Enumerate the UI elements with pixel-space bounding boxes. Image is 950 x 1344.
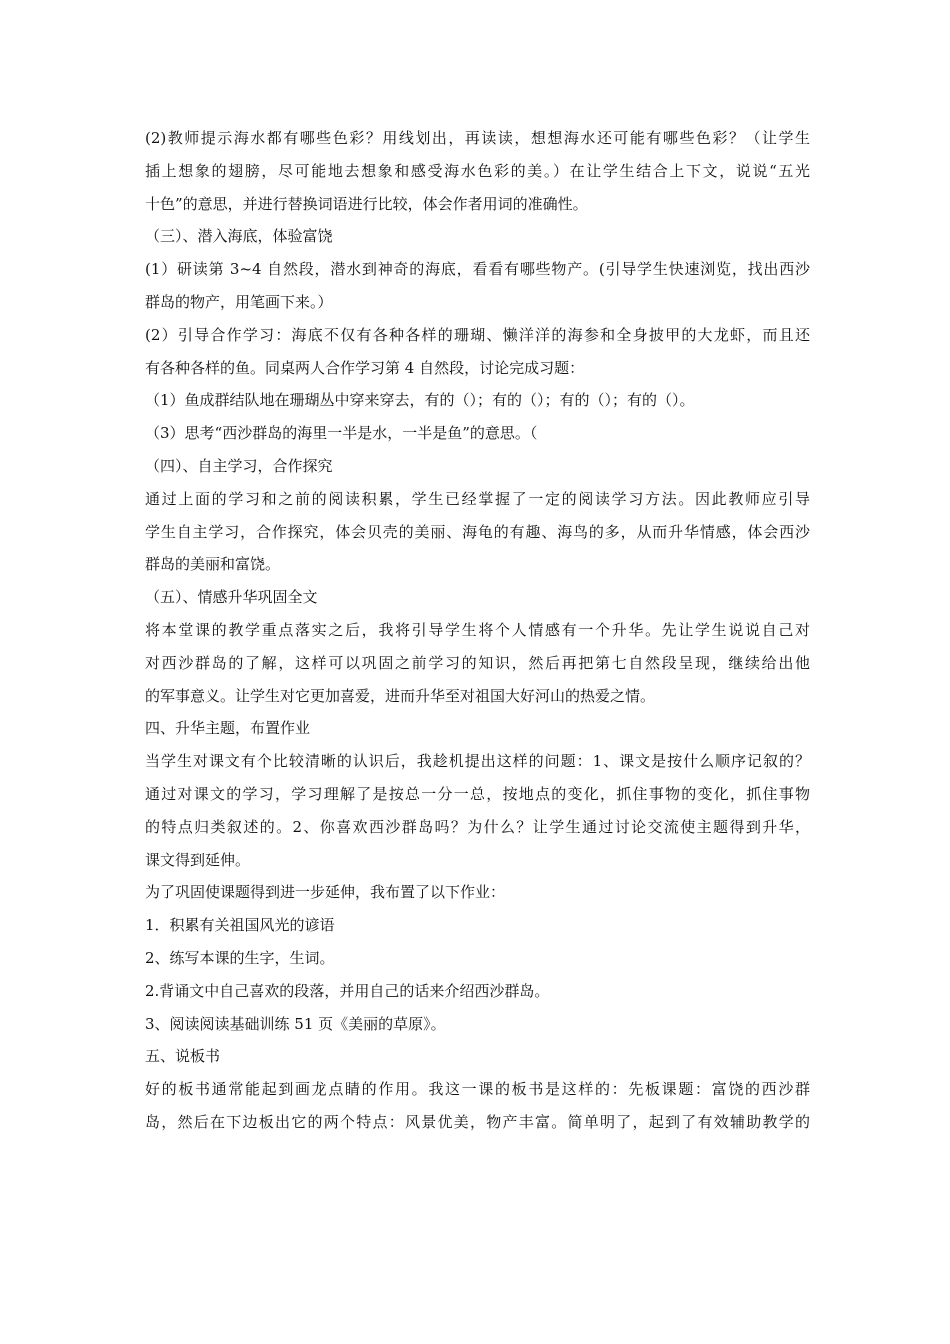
text-line: 通过对课文的学习，学习理解了是按总一分一总，按地点的变化，抓住事物的变化，抓住事物 (145, 784, 810, 803)
text-line: 学生自主学习，合作探究，体会贝壳的美丽、海龟的有趣、海鸟的多，从而升华情感，体会西沙 (145, 522, 810, 541)
text-line: 对西沙群岛的了解，这样可以巩固之前学习的知识，然后再把第七自然段呈现，继续给出他 (145, 653, 810, 672)
text-line: 岛，然后在下边板出它的两个特点：风景优美，物产丰富。简单明了，起到了有效辅助教学的 (145, 1112, 810, 1131)
text-line: 有各种各样的鱼。同桌两人合作学习第 4 自然段，讨论完成习题： (145, 358, 585, 377)
text-line: 2.背诵文中自己喜欢的段落，并用自己的话来介绍西沙群岛。 (145, 981, 550, 1000)
text-line: 四、升华主题，布置作业 (145, 719, 311, 738)
text-line: （3）思考“西沙群岛的海里一半是水，一半是鱼”的意思。（ (145, 424, 538, 443)
text-line: 群岛的美丽和富饶。 (145, 555, 281, 574)
text-line: 为了巩固使课题得到进一步延伸，我布置了以下作业： (145, 883, 506, 902)
text-line: （五）、情感升华巩固全文 (145, 588, 318, 607)
text-line: 将本堂课的教学重点落实之后，我将引导学生将个人情感有一个升华。先让学生说说自己对 (145, 620, 810, 639)
text-line: 的特点归类叙述的。2、你喜欢西沙群岛吗？为什么？让学生通过讨论交流使主题得到升华， (145, 817, 810, 836)
text-line: 的军事意义。让学生对它更加喜爱，进而升华至对祖国大好河山的热爱之情。 (145, 686, 656, 705)
text-line: (1）研读第 3~4 自然段，潜水到神奇的海底，看看有哪些物产。(引导学生快速浏览，找出西沙 (145, 260, 810, 279)
text-line: (2)教师提示海水都有哪些色彩？用线划出，再读读，想想海水还可能有哪些色彩？（让学生 (145, 129, 810, 147)
text-line: 十色”的意思，并进行替换词语进行比较，体会作者用词的准确性。 (145, 194, 588, 213)
text-line: 课文得到延伸。 (145, 850, 251, 869)
text-line: （1）鱼成群结队地在珊瑚丛中穿来穿去，有的（）；有的（）；有的（）；有的（）。 (145, 391, 695, 410)
text-line: 五、说板书 (145, 1047, 221, 1066)
text-line: 2、练写本课的生字，生词。 (145, 948, 335, 967)
document-body (145, 122, 810, 1139)
text-line: 插上想象的翅膀，尽可能地去想象和感受海水色彩的美。）在让学生结合上下文，说说“五光 (145, 161, 810, 180)
text-line: 1．积累有关祖国风光的谚语 (145, 916, 335, 935)
text-line: (2）引导合作学习：海底不仅有各种各样的珊瑚、懒洋洋的海参和全身披甲的大龙虾，而且还 (145, 325, 810, 344)
text-line: （四）、自主学习，合作探究 (145, 456, 333, 475)
text-line: 当学生对课文有个比较清晰的认识后，我趁机提出这样的问题：1、课文是按什么顺序记叙的？ (145, 752, 810, 771)
text-line: 3、阅读阅读基础训练 51 页《美丽的草原》。 (145, 1014, 446, 1033)
text-line: 好的板书通常能起到画龙点睛的作用。我这一课的板书是这样的：先板课题：富饶的西沙群 (145, 1080, 810, 1099)
text-line: 群岛的物产，用笔画下来。） (145, 292, 333, 311)
text-line: 通过上面的学习和之前的阅读积累，学生已经掌握了一定的阅读学习方法。因此教师应引导 (145, 489, 810, 508)
text-line: （三）、潜入海底，体验富饶 (145, 227, 333, 246)
